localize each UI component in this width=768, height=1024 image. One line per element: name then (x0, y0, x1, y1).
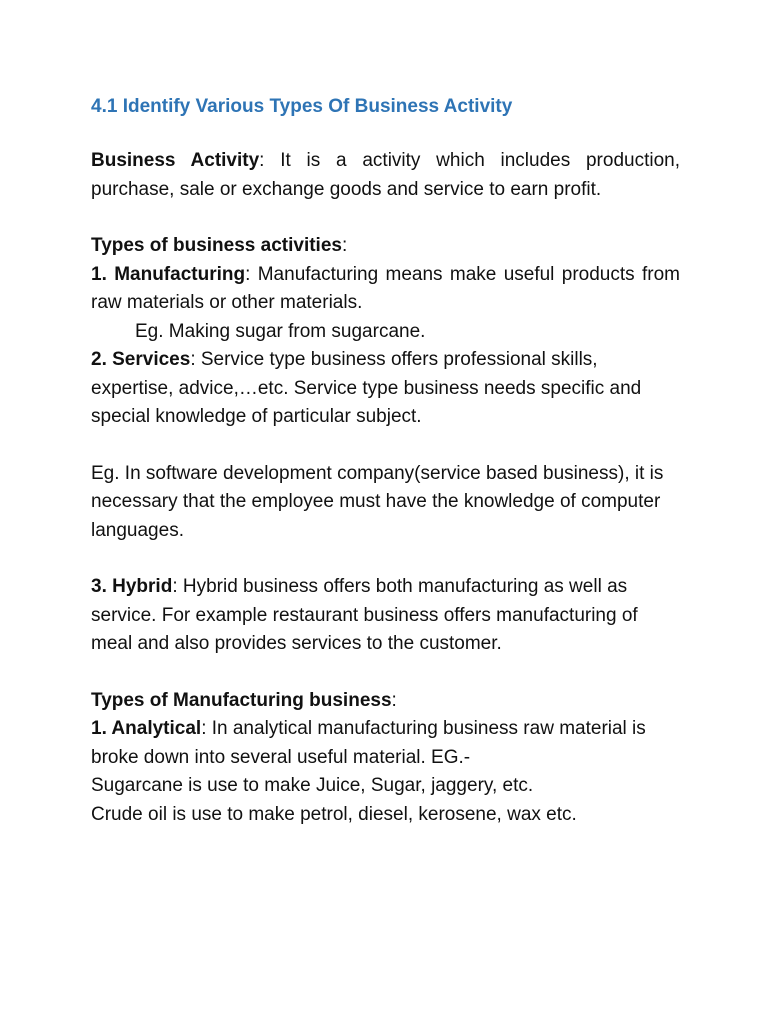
manufacturing-example: Eg. Making sugar from sugarcane. (135, 320, 426, 342)
services-paragraph (91, 346, 680, 432)
types-manufacturing-heading (91, 687, 680, 716)
manufacturing-definition: : Manufacturing means make useful products from raw materials or other materials. (91, 263, 680, 313)
manufacturing-term: 1. Manufacturing (91, 263, 246, 285)
analytical-example-sugarcane: Sugarcane is use to make Juice, Sugar, jaggery, etc. (91, 775, 534, 796)
spacer (91, 204, 680, 232)
section-heading: 4.1 Identify Various Types Of Business Activity (91, 96, 513, 117)
types-manufacturing-colon: : (391, 689, 397, 711)
business-activity-paragraph (91, 147, 680, 204)
hybrid-term: 3. Hybrid (91, 576, 173, 597)
types-business-colon: : (341, 235, 348, 256)
manufacturing-paragraph (91, 261, 680, 318)
spacer (91, 545, 680, 573)
analytical-definition: : In analytical manufacturing business raw material is broke down into several useful material. EG.- (91, 718, 646, 768)
types-business-label: Types of business activities (91, 235, 342, 256)
spacer (91, 659, 680, 687)
types-business-heading (91, 232, 680, 261)
spacer (91, 432, 680, 460)
types-manufacturing-label: Types of Manufacturing business (91, 689, 392, 711)
services-definition: : Service type business offers professional skills, expertise, advice,…etc. Service type business needs specific and special knowledge of particular subject. (91, 349, 642, 427)
analytical-term: 1. Analytical (91, 718, 202, 739)
services-term: 2. Services (91, 349, 191, 370)
hybrid-paragraph (91, 573, 680, 659)
business-activity-definition: : It is a activity which includes production, purchase, sale or exchange goods and service to earn profit. (91, 150, 680, 200)
hybrid-definition: : Hybrid business offers both manufacturing as well as service. For example restaurant business offers manufacturing of meal and also provides services to the customer. (91, 576, 638, 654)
analytical-example-crude-oil: Crude oil is use to make petrol, diesel, kerosene, wax etc. (91, 803, 577, 825)
business-activity-term: Business Activity (91, 150, 260, 171)
services-example: Eg. In software development company(service based business), it is necessary that the employee must have the knowledge of computer languages. (91, 462, 664, 541)
analytical-paragraph (91, 715, 680, 772)
